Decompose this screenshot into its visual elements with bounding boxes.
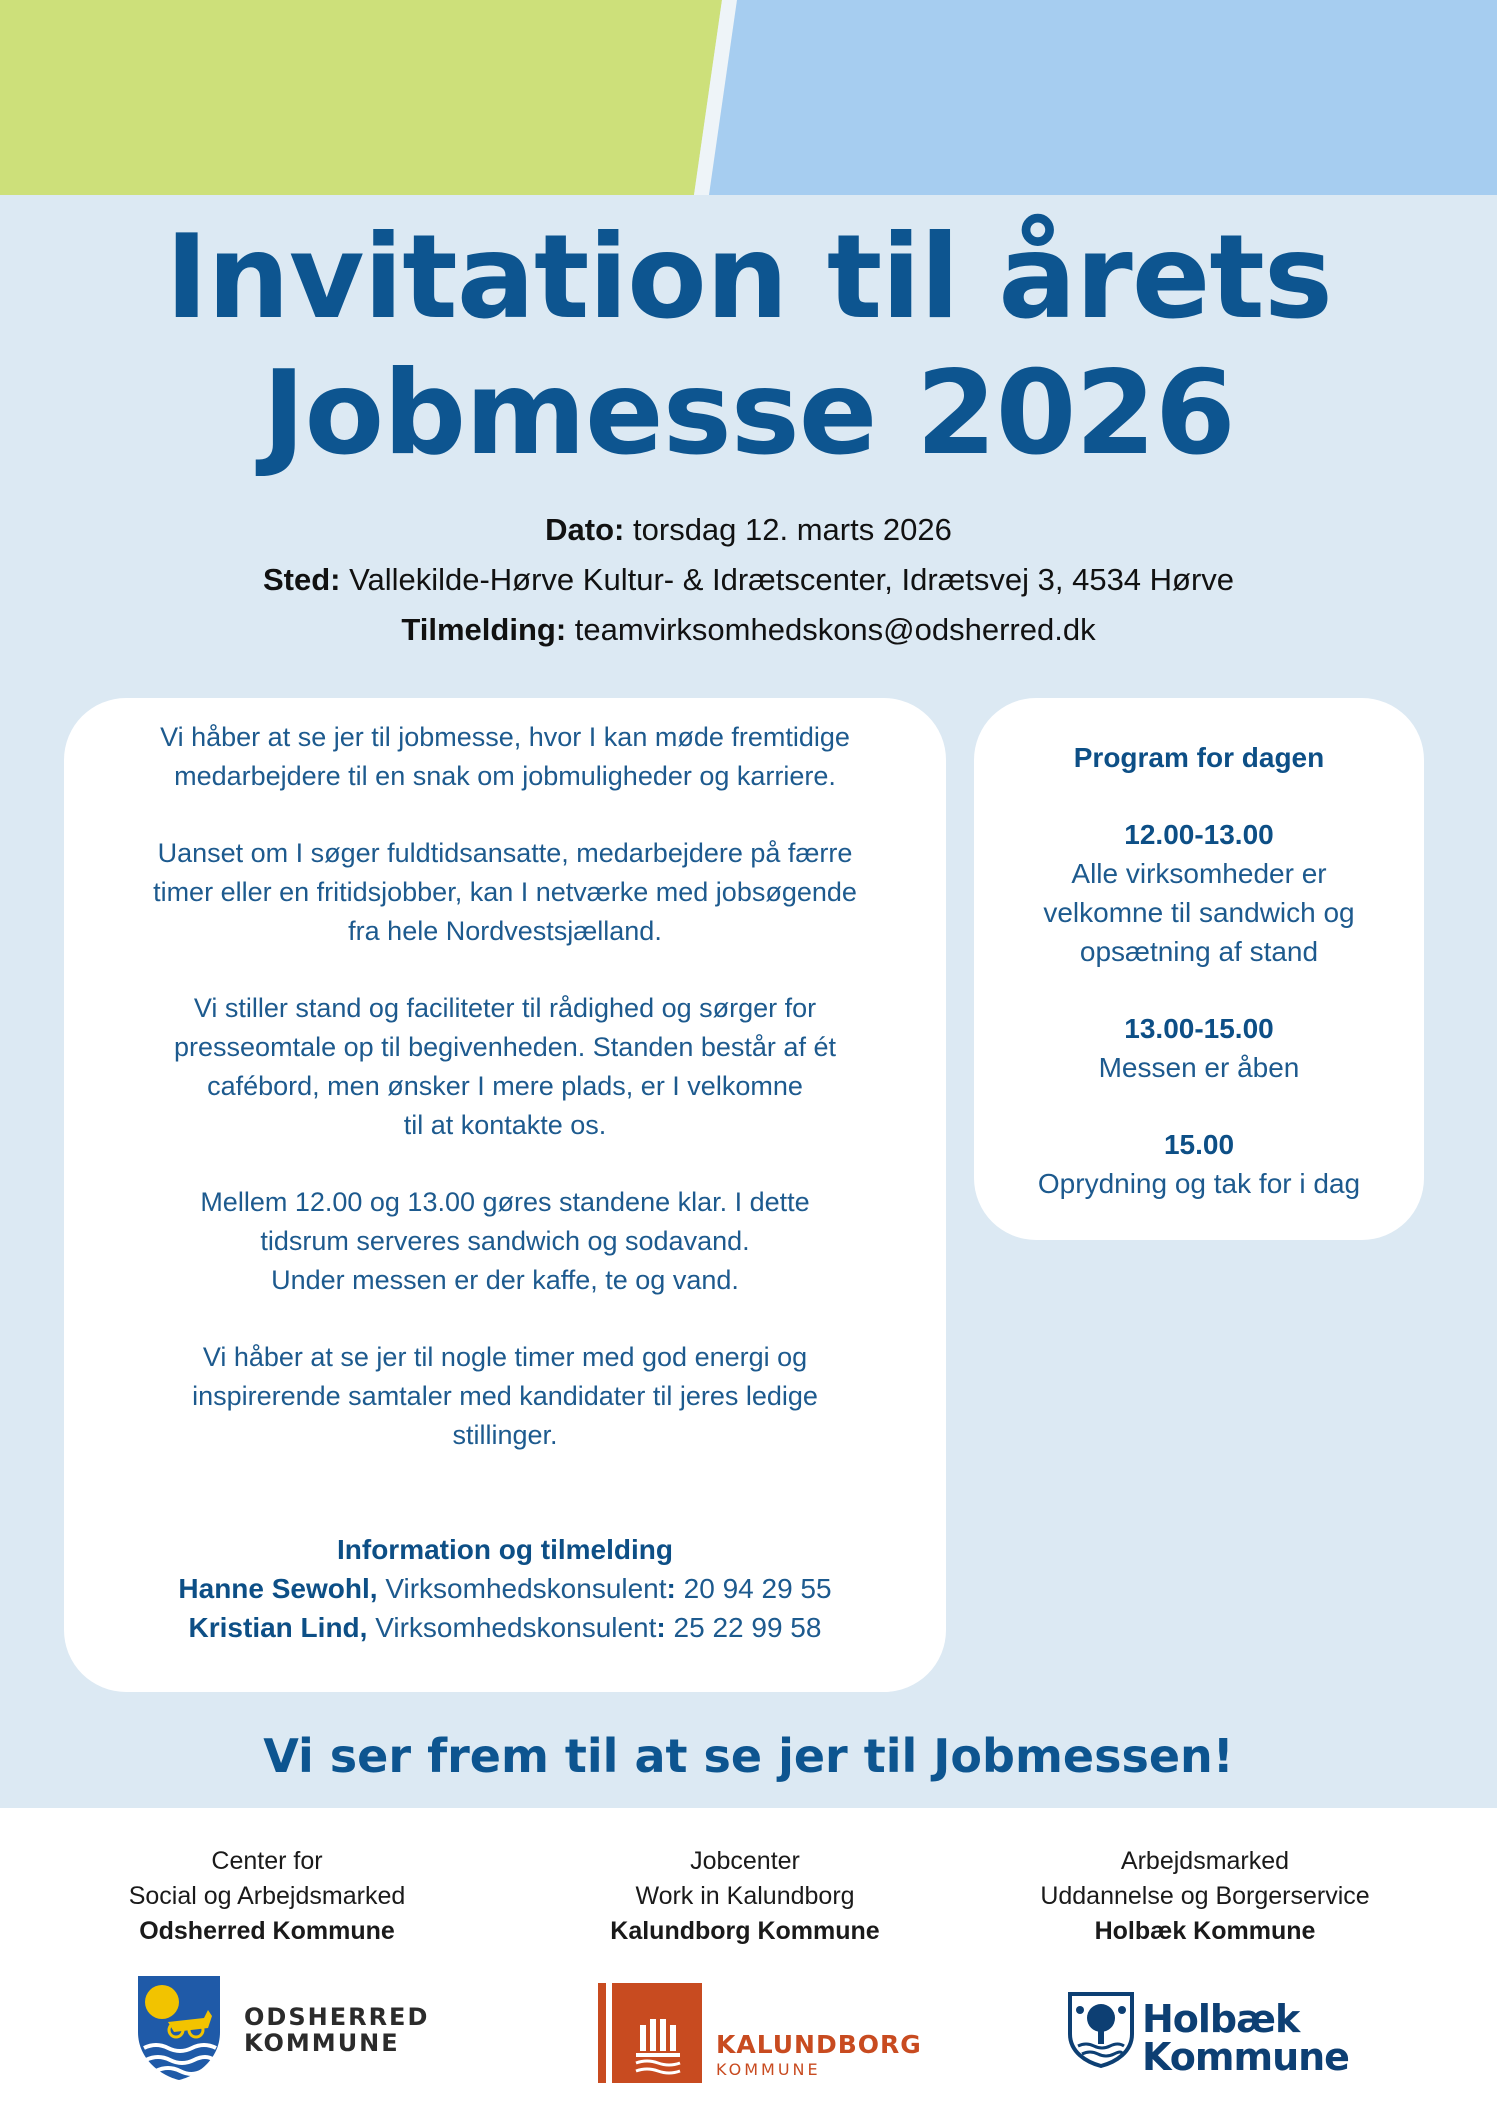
text-line: tidsrum serveres sandwich og sodavand. xyxy=(260,1226,750,1256)
slot-text: velkomne til sandwich og xyxy=(1043,897,1355,928)
slot-time: 15.00 xyxy=(1163,1129,1235,1160)
contact-name: Hanne Sewohl, xyxy=(178,1573,378,1604)
program-card xyxy=(974,698,1424,1240)
paragraph-1 xyxy=(64,718,946,796)
text-line: til at kontakte os. xyxy=(403,1110,607,1140)
org-name: Odsherred Kommune xyxy=(139,1917,395,1945)
text-line: fra hele Nordvestsjælland. xyxy=(348,916,662,946)
logo-wordmark: KOMMUNE xyxy=(244,2029,400,2057)
program-slot xyxy=(974,815,1424,971)
text-line: Uanset om I søger fuldtidsansatte, medarbejdere på færre xyxy=(157,838,853,868)
holbaek-crest-icon xyxy=(1066,1990,1136,2068)
text-line: Vi håber at se jer til nogle timer med god energi og xyxy=(202,1342,808,1372)
contact-name: Kristian Lind, xyxy=(188,1612,368,1643)
program-slot xyxy=(974,1125,1424,1203)
event-details xyxy=(0,505,1497,655)
signup-row xyxy=(0,605,1497,655)
closing-message: Vi ser frem til at se jer til Jobmessen! xyxy=(263,1729,1234,1783)
invitation-card xyxy=(64,698,946,1692)
text-line: medarbejdere til en snak om jobmuligheder og karriere. xyxy=(174,761,836,791)
program-slot xyxy=(974,1009,1424,1087)
program-list xyxy=(974,738,1424,1203)
program-title: Program for dagen xyxy=(1073,742,1325,773)
paragraph-2 xyxy=(64,834,946,951)
slot-text: Messen er åben xyxy=(1098,1052,1300,1083)
text-line: Vi håber at se jer til jobmesse, hvor I kan møde fremtidige xyxy=(160,722,850,752)
logo-wordmark: Holbæk xyxy=(1142,1997,1300,2041)
contact-role: Virksomhedskonsulent xyxy=(385,1573,667,1604)
text-line: inspirerende samtaler med kandidater til jeres ledige xyxy=(192,1381,818,1411)
text-line: stillinger. xyxy=(452,1420,558,1450)
contact-row-2: Kristian Lind, Virksomhedskonsulent: 25 22 99 58 xyxy=(188,1612,822,1643)
kalundborg-logo xyxy=(598,1983,922,2093)
slot-text: Alle virksomheder er xyxy=(1071,858,1327,889)
text-line: Mellem 12.00 og 13.00 gøres standene klar. I dette xyxy=(200,1187,810,1217)
text-line: cafébord, men ønsker I mere plads, er I velkomne xyxy=(207,1071,803,1101)
slot-text: opsætning af stand xyxy=(1079,936,1319,967)
date-label: Dato: xyxy=(545,512,625,547)
logo-wordmark: ODSHERRED xyxy=(244,2003,430,2031)
logo-wordmark: KALUNDBORG xyxy=(716,2030,922,2059)
odsherred-logo xyxy=(134,1972,434,2092)
place-row xyxy=(0,555,1497,605)
paragraph-5 xyxy=(64,1338,946,1455)
odsherred-shield-icon xyxy=(134,1972,224,2082)
contact-role: Virksomhedskonsulent xyxy=(375,1612,657,1643)
paragraph-3 xyxy=(64,989,946,1145)
contact-info xyxy=(64,1530,946,1647)
org-kalundborg xyxy=(570,1844,920,1949)
top-banner xyxy=(0,0,1497,195)
logo-wordmark: Kommune xyxy=(1142,2035,1349,2079)
place-label: Sted: xyxy=(262,562,341,597)
footer xyxy=(0,1808,1497,2116)
org-line: Work in Kalundborg xyxy=(635,1882,855,1910)
kalundborg-emblem-icon xyxy=(598,1983,708,2083)
invitation-text xyxy=(64,718,946,1493)
logo-wordmark: KOMMUNE xyxy=(716,2060,821,2079)
holbaek-logo xyxy=(1066,1990,1366,2090)
text-line: timer eller en fritidsjobber, kan I netværke med jobsøgende xyxy=(153,877,857,907)
org-line: Center for xyxy=(211,1847,323,1875)
org-name: Holbæk Kommune xyxy=(1094,1917,1316,1945)
date-value: torsdag 12. marts 2026 xyxy=(633,512,952,547)
org-line: Uddannelse og Borgerservice xyxy=(1040,1882,1370,1910)
contact-row-1: Hanne Sewohl, Virksomhedskonsulent: 20 94 29 55 xyxy=(178,1573,832,1604)
slot-time: 13.00-15.00 xyxy=(1124,1013,1274,1044)
org-line: Arbejdsmarked xyxy=(1120,1847,1290,1875)
signup-label: Tilmelding: xyxy=(401,612,567,647)
place-value: Vallekilde-Hørve Kultur- & Idrætscenter, Idrætsvej 3, 4534 Hørve xyxy=(349,562,1235,597)
text-line: Under messen er der kaffe, te og vand. xyxy=(271,1265,739,1295)
org-line: Jobcenter xyxy=(690,1847,800,1875)
contact-title: Information og tilmelding xyxy=(337,1534,673,1565)
contact-phone[interactable]: 25 22 99 58 xyxy=(673,1612,822,1643)
org-name: Kalundborg Kommune xyxy=(610,1917,880,1945)
date-row xyxy=(0,505,1497,555)
text-line: Vi stiller stand og faciliteter til rådighed og sørger for xyxy=(193,993,817,1023)
text-line: presseomtale op til begivenheden. Standen består af ét xyxy=(174,1032,836,1062)
title-line-2: Jobmesse 2026 xyxy=(262,346,1235,481)
org-holbaek xyxy=(1000,1844,1410,1949)
slot-time: 12.00-13.00 xyxy=(1124,819,1274,850)
signup-email[interactable]: teamvirksomhedskons@odsherred.dk xyxy=(574,612,1096,647)
paragraph-4 xyxy=(64,1183,946,1300)
slot-text: Oprydning og tak for i dag xyxy=(1037,1168,1361,1199)
title-line-1: Invitation til årets xyxy=(165,210,1332,345)
org-line: Social og Arbejdsmarked xyxy=(128,1882,406,1910)
org-odsherred xyxy=(92,1844,442,1949)
contact-phone[interactable]: 20 94 29 55 xyxy=(683,1573,832,1604)
page-title xyxy=(0,210,1497,482)
